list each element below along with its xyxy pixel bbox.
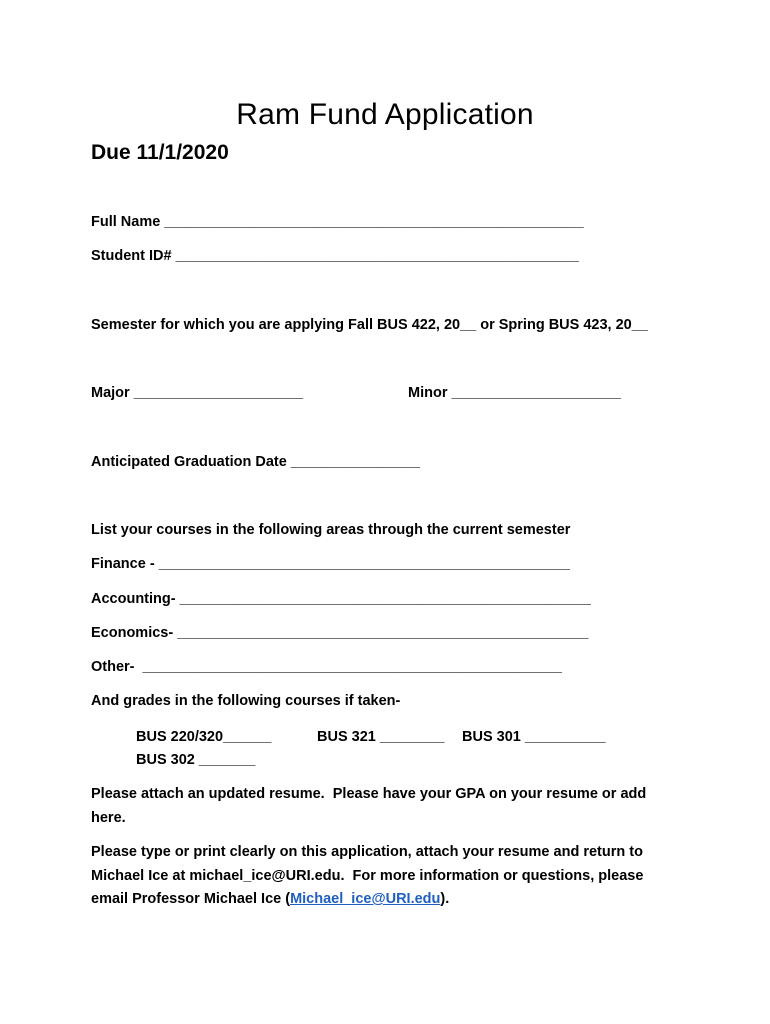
- courses-intro: List your courses in the following areas through the current semester: [91, 522, 571, 538]
- other-field[interactable]: Other- ____________________________________________________: [91, 659, 562, 675]
- semester-field[interactable]: Semester for which you are applying Fall BUS 422, 20__ or Spring BUS 423, 20__: [91, 317, 648, 333]
- grades-intro: And grades in the following courses if taken-: [91, 693, 401, 709]
- student-id-field[interactable]: Student ID# __________________________________________________: [91, 248, 579, 264]
- bus301-grade-field[interactable]: BUS 301 __________: [462, 729, 606, 745]
- accounting-field[interactable]: Accounting- ___________________________________________________: [91, 591, 591, 607]
- return-instructions: Please type or print clearly on this application, attach your resume and return to: [91, 844, 643, 860]
- finance-field[interactable]: Finance - ___________________________________________________: [91, 556, 570, 572]
- attach-resume-text-2: here.: [91, 810, 126, 826]
- major-field[interactable]: Major _____________________: [91, 385, 304, 401]
- contact-line: [91, 891, 449, 907]
- page-title: Ram Fund Application: [236, 98, 534, 131]
- graduation-date-field[interactable]: Anticipated Graduation Date ________________: [91, 454, 420, 470]
- contact-prefix: email Professor Michael Ice (: [91, 891, 291, 907]
- due-date: Due 11/1/2020: [91, 141, 229, 164]
- return-instructions-2: Michael Ice at michael_ice@URI.edu. For more information or questions, please: [91, 868, 644, 884]
- bus302-grade-field[interactable]: BUS 302 _______: [136, 752, 256, 768]
- bus220-grade-field[interactable]: BUS 220/320______: [136, 729, 272, 745]
- economics-field[interactable]: Economics- ___________________________________________________: [91, 625, 589, 641]
- attach-resume-text: Please attach an updated resume. Please have your GPA on your resume or add: [91, 786, 647, 802]
- bus321-grade-field[interactable]: BUS 321 ________: [317, 729, 445, 745]
- contact-suffix: ).: [440, 891, 450, 907]
- email-link[interactable]: Michael_ice@URI.edu: [290, 891, 441, 907]
- full-name-field[interactable]: Full Name ____________________________________________________: [91, 214, 584, 230]
- minor-field[interactable]: Minor _____________________: [408, 385, 621, 401]
